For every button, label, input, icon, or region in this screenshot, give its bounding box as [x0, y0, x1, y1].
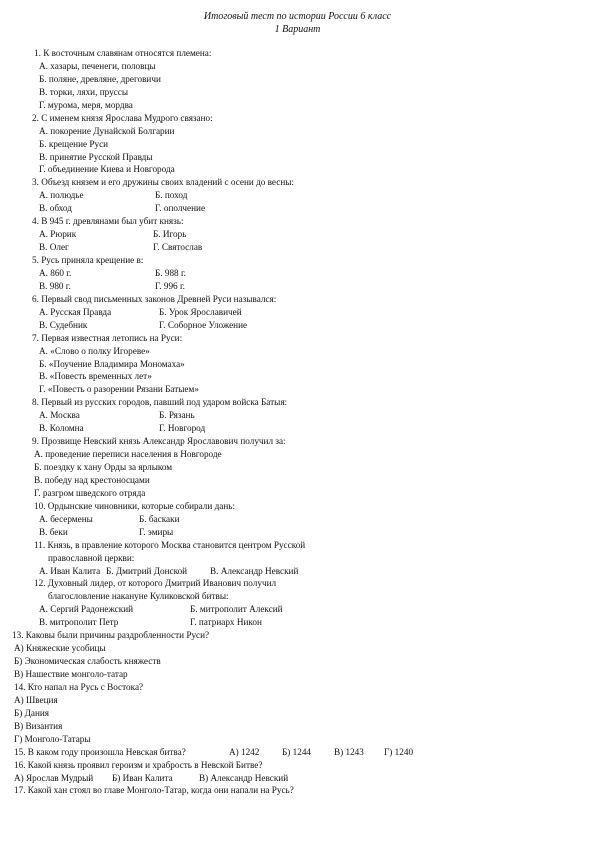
- options-row-8a: [14, 409, 589, 422]
- option-1a: А. хазары, печенеги, половцы: [39, 60, 156, 71]
- option-8b: Б. Рязань: [159, 410, 195, 421]
- option-6a: А. Русская Правда: [39, 306, 112, 317]
- option-13a: А) Княжеские усобицы: [14, 643, 106, 654]
- option-3c: В. обход: [39, 203, 72, 214]
- question-8: 8. Первый из русских городов, павший под ударом войска Батыя:: [32, 397, 288, 408]
- options-row-10a: [14, 513, 589, 526]
- option-7b: Б. «Поучение Владимира Мономаха»: [39, 358, 185, 369]
- option-15c: В) 1243: [334, 746, 364, 757]
- option-4b: Б. Игорь: [153, 229, 187, 240]
- question-2: 2. С именем князя Ярослава Мудрого связано:: [32, 112, 213, 123]
- option-12a: А. Сергий Радонежский: [39, 604, 134, 615]
- variant-line: 1 Вариант: [274, 24, 321, 35]
- page-title: [0, 10, 595, 36]
- option-6d: Г. Соборное Уложение: [159, 319, 248, 330]
- options-row-3b: [14, 202, 589, 215]
- question-12-cont: благословление накануне Куликовской битвы:: [48, 591, 229, 602]
- option-3d: Г. ополчение: [155, 203, 206, 214]
- option-7a: А. «Слово о полку Игореве»: [39, 345, 150, 356]
- option-12b: Б. митрополит Алексий: [190, 604, 283, 615]
- option-2a: А. покорение Дунайской Болгарии: [39, 125, 175, 136]
- question-16: 16. Какой князь проявил героизм и храбрость в Невской Битве?: [14, 759, 263, 770]
- question-5: 5. Русь приняла крещение в:: [32, 255, 144, 265]
- options-row-8b: [14, 422, 589, 435]
- option-4a: А. Рюрик: [39, 229, 77, 240]
- option-9a: А. проведение переписи населения в Новгороде: [34, 449, 222, 460]
- option-8d: Г. Новгород: [159, 423, 206, 434]
- options-row-10b: [14, 526, 589, 539]
- options-row-4a: [14, 228, 589, 241]
- options-row-12b: [14, 616, 589, 629]
- option-11b: Б. Дмитрий Донской: [106, 565, 188, 576]
- option-9d: Г. разгром шведского отряда: [34, 487, 146, 498]
- question-6: 6. Первый свод письменных законов Древней Руси назывался:: [32, 293, 277, 304]
- options-row-11: [14, 565, 589, 578]
- option-14b: Б) Дания: [14, 707, 50, 718]
- option-1d: Г. мурома, меря, мордва: [39, 99, 133, 110]
- options-row-6a: [14, 306, 589, 319]
- title-line: Итоговый тест по истории России 6 класс: [203, 11, 392, 22]
- option-14c: В) Византия: [14, 720, 63, 731]
- option-12d: Г. патриарх Никон: [190, 617, 262, 628]
- options-row-5a: [14, 267, 589, 280]
- question-7: 7. Первая известная летопись на Руси:: [32, 332, 183, 343]
- option-10a: А. бесермены: [39, 513, 93, 524]
- option-7c: В. «Повесть временных лет»: [39, 371, 152, 382]
- option-12c: В. митрополит Петр: [39, 617, 119, 628]
- question-11: 11. Князь, в правление которого Москва становится центром Русской: [34, 539, 306, 550]
- option-5d: Г. 996 г.: [155, 280, 185, 291]
- question-13: 13. Каковы были причины раздробленности Руси?: [12, 630, 210, 641]
- option-5c: В. 980 г.: [39, 280, 71, 291]
- option-10c: В. беки: [39, 526, 68, 537]
- option-14d: Г) Монголо-Татары: [14, 733, 91, 744]
- options-row-4b: [14, 241, 589, 254]
- question-15-row: [14, 746, 589, 759]
- option-3a: А. полюдье: [39, 190, 84, 201]
- option-11a: А. Иван Калита: [39, 565, 101, 576]
- option-9c: В. победу над крестоносцами: [34, 474, 150, 485]
- options-row-6b: [14, 319, 589, 332]
- option-9b: Б. поездку к хану Орды за ярлыком: [34, 462, 173, 472]
- option-3b: Б. поход: [155, 190, 188, 201]
- question-3: 3. Объезд князем и его дружины своих владений с осени до весны:: [32, 177, 294, 188]
- options-row-12a: [14, 603, 589, 616]
- option-4c: В. Олег: [39, 242, 69, 253]
- question-1: 1. К восточным славянам относятся племена:: [34, 48, 212, 58]
- option-16a: А) Ярослав Мудрый: [14, 772, 94, 783]
- option-6b: Б. Урок Ярославичей: [159, 306, 242, 317]
- option-13c: В) Нашествие монголо-татар: [14, 669, 128, 679]
- option-2c: В. принятие Русской Правды: [39, 151, 153, 162]
- option-1c: В. торки, ляхи, пруссы: [39, 86, 129, 97]
- question-15: 15. В каком году произошла Невская битва?: [14, 746, 186, 757]
- option-10b: Б. баскаки: [139, 513, 180, 524]
- option-13b: Б) Экономическая слабость княжеств: [14, 656, 161, 667]
- option-7d: Г. «Повесть о разорении Рязани Батыем»: [39, 384, 199, 395]
- question-14: 14. Кто напал на Русь с Востока?: [14, 681, 144, 692]
- option-8c: В. Коломна: [39, 423, 84, 434]
- options-row-5b: [14, 280, 589, 293]
- option-15b: Б) 1244: [282, 746, 312, 757]
- option-10d: Г. эмиры: [139, 526, 174, 537]
- option-4d: Г. Святослав: [153, 242, 203, 253]
- option-2d: Г. объединение Киева и Новгорода: [39, 164, 175, 175]
- option-5b: Б. 988 г.: [155, 267, 186, 278]
- option-16b: Б) Иван Калита: [112, 772, 173, 783]
- question-4: 4. В 945 г. древлянами был убит князь:: [32, 216, 184, 227]
- options-row-16: [14, 772, 589, 785]
- option-15d: Г) 1240: [384, 746, 414, 757]
- option-16c: В) Александр Невский: [199, 772, 289, 783]
- option-1b: Б. поляне, древляне, дреговичи: [39, 73, 161, 84]
- options-row-3a: [14, 189, 589, 202]
- question-10: 10. Ордынские чиновники, которые собирали дань:: [34, 500, 236, 511]
- option-14a: А) Швеция: [14, 694, 58, 705]
- option-11c: В. Александр Невский: [210, 565, 299, 576]
- question-17: 17. Какой хан стоял во главе Монголо-Татар, когда они напали на Русь?: [14, 785, 294, 796]
- question-list: [14, 47, 589, 797]
- question-9: 9. Прозвище Невский князь Александр Ярославович получил за:: [32, 436, 286, 447]
- question-11-cont: православной церкви:: [48, 552, 135, 563]
- question-12: 12. Духовный лидер, от которого Дмитрий Иванович получил: [34, 578, 277, 589]
- option-5a: А. 860 г.: [39, 267, 72, 278]
- option-15a: А) 1242: [229, 746, 260, 757]
- option-6c: В. Судебник: [39, 319, 88, 330]
- option-2b: Б. крещение Руси: [39, 138, 109, 149]
- option-8a: А. Москва: [39, 410, 80, 421]
